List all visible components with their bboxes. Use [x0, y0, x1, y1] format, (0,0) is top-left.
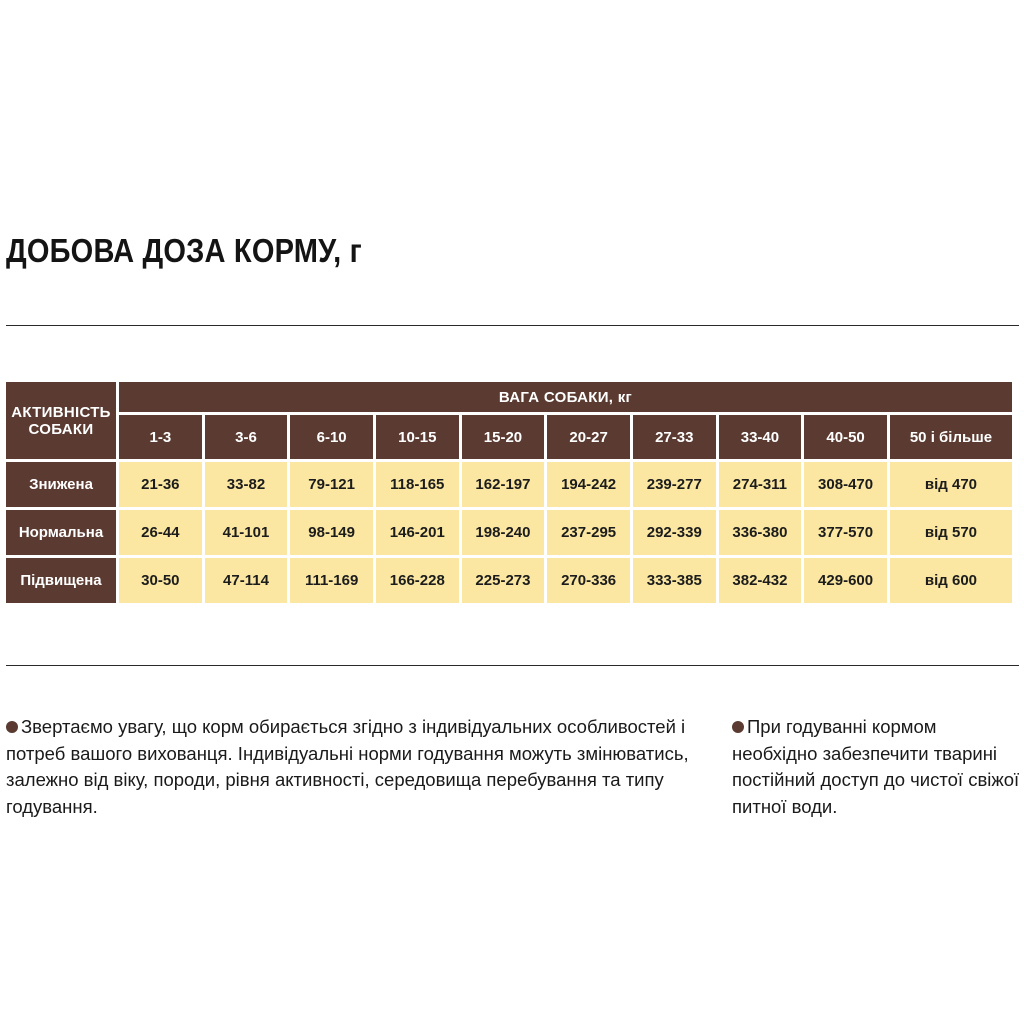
- weight-range-header: 20-27: [547, 415, 630, 459]
- dose-cell: 26-44: [119, 510, 202, 555]
- weight-range-header: 33-40: [719, 415, 802, 459]
- weight-group-header: ВАГА СОБАКИ, кг: [119, 382, 1012, 412]
- note-water-access: [732, 714, 1022, 820]
- dose-cell: 336-380: [719, 510, 802, 555]
- table-row: [6, 558, 1012, 603]
- weight-range-header: 3-6: [205, 415, 288, 459]
- weight-range-header: 6-10: [290, 415, 373, 459]
- feeding-table: [3, 379, 1015, 606]
- dose-cell: 225-273: [462, 558, 545, 603]
- bottom-divider: [6, 665, 1019, 666]
- dose-cell: 162-197: [462, 462, 545, 507]
- dose-cell: 292-339: [633, 510, 716, 555]
- dose-cell: 30-50: [119, 558, 202, 603]
- activity-level-label: Підвищена: [6, 558, 116, 603]
- dose-cell: 239-277: [633, 462, 716, 507]
- table-header-row: [6, 382, 1012, 412]
- dose-cell: 33-82: [205, 462, 288, 507]
- weight-range-row: [6, 415, 1012, 459]
- dose-cell: 118-165: [376, 462, 459, 507]
- dose-cell: 377-570: [804, 510, 887, 555]
- activity-header-line: СОБАКИ: [28, 420, 94, 438]
- note-left-text: Звертаємо увагу, що корм обирається згідно з індивідуальних особливостей і потреб вашого вихованця. Індивідуальні норми годування можуть змінюватись, залежно від віку, породи, рівня активності, середовища перебування та типу годування.: [6, 716, 689, 817]
- table-body: [6, 462, 1012, 603]
- dose-cell: 41-101: [205, 510, 288, 555]
- bullet-icon: [6, 721, 18, 733]
- activity-header-line: АКТИВНІСТЬ: [11, 403, 111, 421]
- dose-cell: 274-311: [719, 462, 802, 507]
- dose-cell: 47-114: [205, 558, 288, 603]
- dose-cell: 198-240: [462, 510, 545, 555]
- dose-cell: 333-385: [633, 558, 716, 603]
- note-right-text: При годуванні кормом необхідно забезпечити тварині постійний доступ до чистої свіжої питної води.: [732, 716, 1020, 817]
- activity-level-label: Знижена: [6, 462, 116, 507]
- dose-cell: 146-201: [376, 510, 459, 555]
- top-divider: [6, 325, 1019, 326]
- activity-column-header: [6, 382, 116, 459]
- bullet-icon: [732, 721, 744, 733]
- weight-range-header: 1-3: [119, 415, 202, 459]
- dose-cell: від 600: [890, 558, 1012, 603]
- activity-level-label: Нормальна: [6, 510, 116, 555]
- dose-cell: 382-432: [719, 558, 802, 603]
- dose-cell: 194-242: [547, 462, 630, 507]
- dose-cell: 237-295: [547, 510, 630, 555]
- dose-cell: 98-149: [290, 510, 373, 555]
- dose-cell: 166-228: [376, 558, 459, 603]
- dose-cell: від 570: [890, 510, 1012, 555]
- table-row: [6, 510, 1012, 555]
- dose-cell: 111-169: [290, 558, 373, 603]
- dose-cell: від 470: [890, 462, 1012, 507]
- weight-range-header: 50 і більше: [890, 415, 1012, 459]
- weight-range-header: 10-15: [376, 415, 459, 459]
- dose-cell: 270-336: [547, 558, 630, 603]
- dose-cell: 21-36: [119, 462, 202, 507]
- note-feeding-individual: [6, 714, 706, 820]
- table-row: [6, 462, 1012, 507]
- dose-cell: 308-470: [804, 462, 887, 507]
- weight-range-header: 40-50: [804, 415, 887, 459]
- weight-range-header: 15-20: [462, 415, 545, 459]
- page-title: ДОБОВА ДОЗА КОРМУ, г: [6, 232, 362, 269]
- dose-cell: 429-600: [804, 558, 887, 603]
- weight-range-header: 27-33: [633, 415, 716, 459]
- dose-cell: 79-121: [290, 462, 373, 507]
